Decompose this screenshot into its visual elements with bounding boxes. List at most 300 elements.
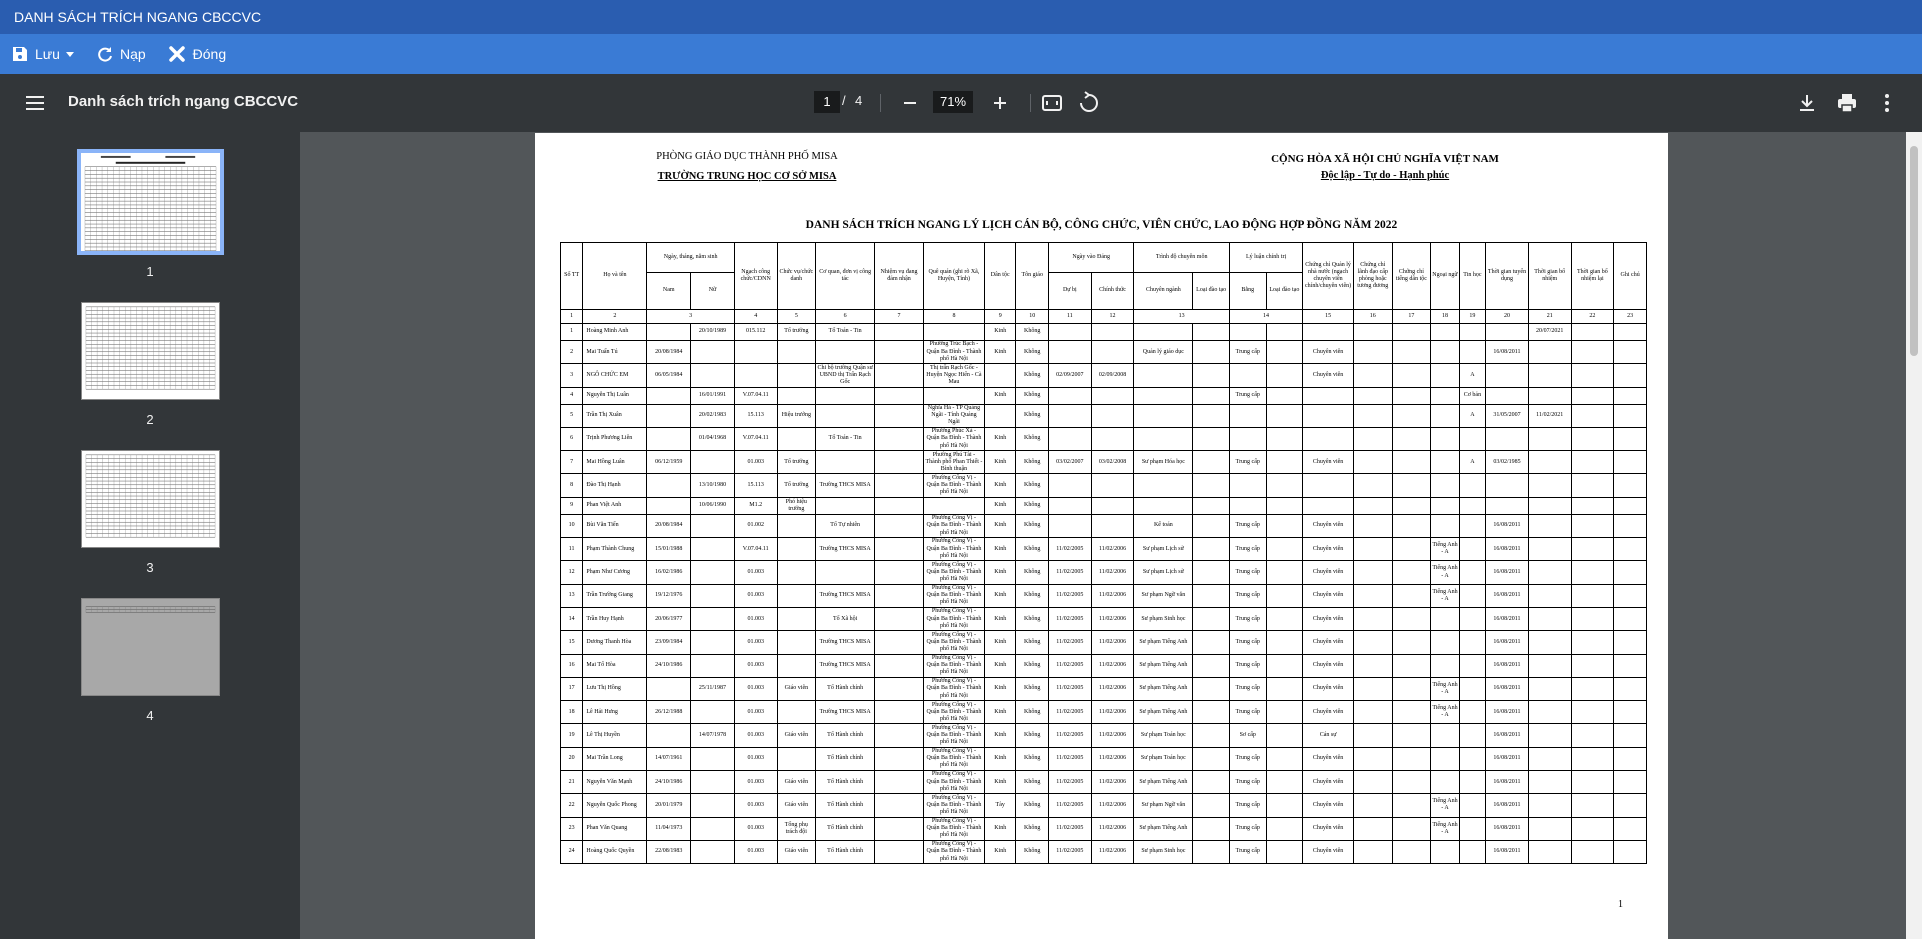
table-cell <box>1459 324 1485 341</box>
table-cell <box>691 747 735 770</box>
table-cell <box>1571 747 1614 770</box>
table-cell: 23 <box>561 817 583 840</box>
thumbnail-page-1[interactable] <box>77 149 224 255</box>
table-cell <box>1353 514 1392 537</box>
fit-page-icon[interactable] <box>1040 91 1064 115</box>
table-cell: 16/02/1986 <box>647 561 691 584</box>
table-cell: Không <box>1016 387 1049 404</box>
table-cell: 11/02/2006 <box>1091 701 1134 724</box>
table-cell <box>875 341 924 364</box>
index-cell: 14 <box>1229 310 1302 324</box>
thumbnail-label: 2 <box>146 412 154 427</box>
table-cell <box>1229 474 1266 497</box>
table-cell <box>1392 514 1431 537</box>
table-cell <box>1614 654 1647 677</box>
table-cell: Nguyễn Thị Luân <box>583 387 647 404</box>
table-cell: 11 <box>561 538 583 561</box>
close-label: Đóng <box>192 46 227 62</box>
download-icon[interactable] <box>1795 91 1819 115</box>
index-cell: 18 <box>1431 310 1459 324</box>
table-cell <box>1353 607 1392 630</box>
table-cell <box>923 387 984 404</box>
print-icon[interactable] <box>1835 91 1859 115</box>
table-cell: Kinh <box>984 538 1016 561</box>
table-cell: Tổ Toán - Tin <box>816 427 875 450</box>
table-cell <box>1266 631 1303 654</box>
table-cell: 01.003 <box>734 654 777 677</box>
table-cell: 03/02/2007 <box>1048 451 1091 474</box>
table-cell <box>1193 341 1230 364</box>
table-cell: Chuyên viên <box>1303 584 1354 607</box>
table-cell: Chuyên viên <box>1303 607 1354 630</box>
table-cell: Chuyên viên <box>1303 794 1354 817</box>
table-cell: Trung cấp <box>1229 794 1266 817</box>
table-cell <box>1459 771 1485 794</box>
table-cell: 9 <box>561 497 583 514</box>
table-cell: 16/08/2011 <box>1486 794 1529 817</box>
table-cell: Kinh <box>984 771 1016 794</box>
table-cell: Cán sự <box>1303 724 1354 747</box>
table-cell <box>1266 497 1303 514</box>
table-cell: 14/07/1978 <box>691 724 735 747</box>
table-cell: 11/02/2005 <box>1048 654 1091 677</box>
table-cell: Phường Cống Vị - Quận Ba Đình - Thành phố Hà Nội <box>923 561 984 584</box>
table-cell <box>1353 427 1392 450</box>
table-cell: Chuyên viên <box>1303 677 1354 700</box>
table-cell: A <box>1459 404 1485 427</box>
table-cell <box>923 497 984 514</box>
index-cell: 15 <box>1303 310 1354 324</box>
table-cell: Sư phạm Lịch sử <box>1134 538 1193 561</box>
index-cell: 20 <box>1486 310 1529 324</box>
table-cell: 015.112 <box>734 324 777 341</box>
table-cell: 11/02/2005 <box>1048 794 1091 817</box>
table-cell <box>1431 341 1459 364</box>
table-row <box>561 427 1647 450</box>
table-cell: Kế toán <box>1134 514 1193 537</box>
rotate-icon[interactable] <box>1077 91 1101 115</box>
table-cell: Không <box>1016 701 1049 724</box>
col-header: Họ và tên <box>583 243 647 310</box>
table-cell <box>1528 364 1571 387</box>
table-cell: Sư phạm Tiếng Anh <box>1134 654 1193 677</box>
table-cell <box>1134 387 1193 404</box>
table-cell <box>875 387 924 404</box>
col-header: Nam <box>647 273 691 310</box>
table-cell: Sư phạm Sinh học <box>1134 840 1193 863</box>
menu-icon[interactable] <box>23 91 47 115</box>
zoom-in-icon[interactable] <box>988 91 1012 115</box>
table-cell: 11/02/2006 <box>1091 724 1134 747</box>
table-cell: Giáo viên <box>777 840 816 863</box>
table-cell: 14 <box>561 607 583 630</box>
table-cell: Trung cấp <box>1229 677 1266 700</box>
table-cell <box>1459 607 1485 630</box>
table-cell <box>1266 427 1303 450</box>
table-cell <box>1353 677 1392 700</box>
table-cell: Phường Cống Vị - Quận Ba Đình - Thành phố Hà Nội <box>923 584 984 607</box>
table-cell <box>1392 427 1431 450</box>
table-cell <box>1486 497 1529 514</box>
table-cell <box>1266 724 1303 747</box>
col-header: Dân tộc <box>984 243 1016 310</box>
table-cell: Phường Phúc Xá - Quận Ba Đình - Thành phố Hà Nội <box>923 427 984 450</box>
table-cell <box>691 341 735 364</box>
table-cell <box>1266 451 1303 474</box>
table-cell <box>1048 387 1091 404</box>
table-cell <box>1571 451 1614 474</box>
table-cell: Lê Thị Huyền <box>583 724 647 747</box>
table-cell <box>1571 538 1614 561</box>
index-cell: 12 <box>1091 310 1134 324</box>
table-cell: 12 <box>561 561 583 584</box>
table-cell <box>1431 840 1459 863</box>
window-title: DANH SÁCH TRÍCH NGANG CBCCVC <box>0 0 1922 34</box>
table-cell <box>875 451 924 474</box>
table-cell <box>1571 724 1614 747</box>
table-cell: 01.003 <box>734 701 777 724</box>
table-cell: Không <box>1016 427 1049 450</box>
table-cell <box>1459 427 1485 450</box>
table-row <box>561 654 1647 677</box>
table-cell: Không <box>1016 341 1049 364</box>
page-number-input[interactable]: 1 <box>814 91 840 113</box>
table-cell: Trung cấp <box>1229 538 1266 561</box>
table-cell: Không <box>1016 840 1049 863</box>
table-cell: Tiếng Anh - A <box>1431 677 1459 700</box>
table-cell <box>1528 474 1571 497</box>
table-cell: 11/02/2006 <box>1091 747 1134 770</box>
table-cell <box>1392 364 1431 387</box>
table-cell <box>1353 654 1392 677</box>
document-viewer[interactable] <box>300 132 1906 939</box>
table-cell <box>1193 497 1230 514</box>
table-cell <box>691 561 735 584</box>
floppy-disk-icon <box>12 46 28 62</box>
col-header: Chứng chỉ tiếng dân tộc <box>1392 243 1431 310</box>
table-cell <box>1459 584 1485 607</box>
table-row <box>561 724 1647 747</box>
table-cell <box>1431 607 1459 630</box>
table-cell <box>1614 341 1647 364</box>
table-cell <box>1353 451 1392 474</box>
table-cell: Kinh <box>984 724 1016 747</box>
table-cell <box>647 324 691 341</box>
pdf-toolbar <box>0 74 1922 132</box>
col-header: Tôn giáo <box>1016 243 1049 310</box>
table-cell: Kinh <box>984 701 1016 724</box>
vertical-scrollbar[interactable] <box>1906 132 1922 939</box>
thumbnail-page-2[interactable] <box>81 302 220 400</box>
table-cell: 19/12/1976 <box>647 584 691 607</box>
table-cell <box>691 817 735 840</box>
table-cell <box>1193 561 1230 584</box>
table-cell <box>1571 794 1614 817</box>
table-cell <box>816 404 875 427</box>
table-cell <box>1266 561 1303 584</box>
more-options-icon[interactable] <box>1875 91 1899 115</box>
table-cell: 19 <box>561 724 583 747</box>
table-cell: Không <box>1016 324 1049 341</box>
thumbnail-page-4[interactable] <box>81 598 220 696</box>
table-cell: Không <box>1016 677 1049 700</box>
table-cell: 11/02/2006 <box>1091 631 1134 654</box>
table-cell: Trung cấp <box>1229 654 1266 677</box>
table-cell <box>1614 817 1647 840</box>
table-cell <box>1193 324 1230 341</box>
col-header: Chính thức <box>1091 273 1134 310</box>
table-cell: 11/02/2006 <box>1091 794 1134 817</box>
table-cell: Phó hiệu trưởng <box>777 497 816 514</box>
table-cell <box>1431 771 1459 794</box>
table-cell: Chuyên viên <box>1303 654 1354 677</box>
table-cell: Tổ Hành chính <box>816 677 875 700</box>
table-cell <box>1266 584 1303 607</box>
table-cell <box>1528 387 1571 404</box>
table-cell <box>1353 701 1392 724</box>
table-cell: Tổ trưởng <box>777 451 816 474</box>
table-cell <box>1048 341 1091 364</box>
table-cell <box>875 474 924 497</box>
table-cell <box>1459 701 1485 724</box>
table-cell <box>777 341 816 364</box>
table-cell: Quản lý giáo dục <box>1134 341 1193 364</box>
save-button[interactable] <box>12 46 75 62</box>
table-row <box>561 840 1647 863</box>
table-row <box>561 474 1647 497</box>
table-cell: Phường Cống Vị - Quận Ba Đình - Thành phố Hà Nội <box>923 794 984 817</box>
col-header: Thời gian bổ nhiệm lại <box>1571 243 1614 310</box>
table-cell <box>1459 341 1485 364</box>
table-cell: Kinh <box>984 654 1016 677</box>
index-cell: 22 <box>1571 310 1614 324</box>
table-cell: 01.002 <box>734 514 777 537</box>
table-cell <box>1392 701 1431 724</box>
table-cell <box>1528 561 1571 584</box>
table-cell: Trịnh Phương Liên <box>583 427 647 450</box>
table-cell <box>777 584 816 607</box>
table-cell <box>1193 607 1230 630</box>
table-cell: Không <box>1016 654 1049 677</box>
table-cell <box>1193 701 1230 724</box>
col-header: Số TT <box>561 243 583 310</box>
table-cell <box>1048 324 1091 341</box>
table-cell <box>875 747 924 770</box>
table-cell <box>875 324 924 341</box>
scrollbar-thumb[interactable] <box>1910 146 1918 356</box>
table-cell <box>1266 341 1303 364</box>
table-cell <box>1392 771 1431 794</box>
table-cell: 13/10/1980 <box>691 474 735 497</box>
table-cell: 03/02/2008 <box>1091 451 1134 474</box>
table-cell: Chuyên viên <box>1303 538 1354 561</box>
table-cell: 15 <box>561 631 583 654</box>
table-cell: Kinh <box>984 677 1016 700</box>
col-header: Ngoại ngữ <box>1431 243 1459 310</box>
index-cell: 23 <box>1614 310 1647 324</box>
table-cell: Tiếng Anh - A <box>1431 817 1459 840</box>
table-cell: Không <box>1016 817 1049 840</box>
col-header: Ngày vào Đảng <box>1048 243 1133 273</box>
table-cell: Trường THCS MISA <box>816 474 875 497</box>
table-cell: 01.003 <box>734 840 777 863</box>
table-cell: Trung cấp <box>1229 514 1266 537</box>
table-cell <box>1266 840 1303 863</box>
table-cell: 20/07/2021 <box>1528 324 1571 341</box>
table-cell: 16/08/2011 <box>1486 840 1529 863</box>
table-cell <box>816 451 875 474</box>
table-cell <box>691 538 735 561</box>
table-cell <box>1431 404 1459 427</box>
table-cell: Trung cấp <box>1229 561 1266 584</box>
reload-button[interactable] <box>97 46 146 62</box>
table-cell: Trung cấp <box>1229 451 1266 474</box>
table-cell: Không <box>1016 607 1049 630</box>
zoom-out-icon[interactable] <box>898 91 922 115</box>
table-row <box>561 387 1647 404</box>
table-cell <box>1392 474 1431 497</box>
table-cell <box>875 427 924 450</box>
table-row <box>561 497 1647 514</box>
table-cell <box>1353 794 1392 817</box>
table-cell <box>1431 747 1459 770</box>
table-cell <box>1486 364 1529 387</box>
table-cell: 10/06/1990 <box>691 497 735 514</box>
table-cell <box>1571 514 1614 537</box>
table-cell: 11/02/2021 <box>1528 404 1571 427</box>
table-cell <box>1048 427 1091 450</box>
table-cell: Không <box>1016 474 1049 497</box>
table-cell: 11/02/2005 <box>1048 677 1091 700</box>
table-cell <box>1614 364 1647 387</box>
table-cell: 8 <box>561 474 583 497</box>
table-cell <box>1392 451 1431 474</box>
table-cell <box>984 364 1016 387</box>
table-cell: Phường Cống Vị - Quận Ba Đình - Thành phố Hà Nội <box>923 474 984 497</box>
table-cell <box>1303 497 1354 514</box>
table-cell <box>1091 497 1134 514</box>
thumbnail-page-3[interactable] <box>81 450 220 548</box>
table-cell: Phường Cống Vị - Quận Ba Đình - Thành phố Hà Nội <box>923 631 984 654</box>
col-header: Ngạch công chức/CDNN <box>734 243 777 310</box>
table-cell <box>875 840 924 863</box>
table-cell <box>1392 631 1431 654</box>
table-cell <box>1193 654 1230 677</box>
table-cell: 02/09/2008 <box>1091 364 1134 387</box>
table-cell <box>1193 817 1230 840</box>
table-cell <box>691 451 735 474</box>
table-row <box>561 747 1647 770</box>
table-cell: 4 <box>561 387 583 404</box>
table-cell: Nguyễn Quốc Phong <box>583 794 647 817</box>
table-cell: 11/02/2005 <box>1048 817 1091 840</box>
table-cell: NGÔ CHỨC EM <box>583 364 647 387</box>
table-cell <box>1486 427 1529 450</box>
index-cell: 11 <box>1048 310 1091 324</box>
table-cell <box>1134 497 1193 514</box>
toolbar <box>0 34 1922 74</box>
table-cell <box>1353 538 1392 561</box>
table-cell: Phường Cống Vị - Quận Ba Đình - Thành phố Hà Nội <box>923 607 984 630</box>
table-cell <box>1614 584 1647 607</box>
zoom-input[interactable]: 71% <box>933 91 973 113</box>
table-cell <box>1614 404 1647 427</box>
col-header: Cơ quan, đơn vị công tác <box>816 243 875 310</box>
table-cell <box>1091 427 1134 450</box>
table-cell <box>1431 427 1459 450</box>
table-cell <box>1528 514 1571 537</box>
table-cell <box>816 341 875 364</box>
table-cell <box>1459 840 1485 863</box>
table-cell: 11/02/2005 <box>1048 701 1091 724</box>
table-cell: Kinh <box>984 584 1016 607</box>
table-cell: Phạm Thành Chung <box>583 538 647 561</box>
table-cell: Phường Phú Tài - Thành phố Phan Thiết - Bình thuận <box>923 451 984 474</box>
table-cell <box>1614 474 1647 497</box>
table-cell <box>1392 324 1431 341</box>
table-cell <box>777 538 816 561</box>
table-cell: Mai Hồng Luân <box>583 451 647 474</box>
table-cell: Sư phạm Tiếng Anh <box>1134 817 1193 840</box>
table-cell <box>1048 497 1091 514</box>
table-cell: Phường Cống Vị - Quận Ba Đình - Thành phố Hà Nội <box>923 677 984 700</box>
table-cell: 16/08/2011 <box>1486 771 1529 794</box>
table-cell <box>1571 341 1614 364</box>
national-title: CỘNG HÒA XÃ HỘI CHỦ NGHĨA VIỆT NAM <box>1271 153 1499 165</box>
table-cell: Tổ trưởng <box>777 324 816 341</box>
divider <box>880 94 881 112</box>
table-cell <box>816 561 875 584</box>
table-cell <box>875 514 924 537</box>
col-header: Quê quán (ghi rõ Xã, Huyện, Tỉnh) <box>923 243 984 310</box>
table-cell <box>1353 324 1392 341</box>
table-cell: 14/07/1961 <box>647 747 691 770</box>
thumbnail-label: 1 <box>146 264 154 279</box>
table-cell: 16/01/1991 <box>691 387 735 404</box>
table-cell: 16/08/2011 <box>1486 631 1529 654</box>
table-cell <box>1048 474 1091 497</box>
index-cell: 9 <box>984 310 1016 324</box>
table-cell <box>1614 497 1647 514</box>
col-header: Chuyên ngành <box>1134 273 1193 310</box>
table-cell: Chuyên viên <box>1303 364 1354 387</box>
table-cell <box>691 840 735 863</box>
table-cell <box>1266 747 1303 770</box>
table-cell <box>1193 387 1230 404</box>
table-cell: 16/08/2011 <box>1486 701 1529 724</box>
table-cell: Kinh <box>984 514 1016 537</box>
table-cell <box>1353 497 1392 514</box>
table-cell: 11/02/2005 <box>1048 538 1091 561</box>
table-row <box>561 364 1647 387</box>
table-cell: 26/12/1988 <box>647 701 691 724</box>
page-total: 4 <box>855 93 863 108</box>
thumbnail-preview <box>82 599 219 695</box>
table-cell: Hoàng Quốc Quyền <box>583 840 647 863</box>
table-cell <box>1528 724 1571 747</box>
table-cell: 15.113 <box>734 474 777 497</box>
table-cell: 11/04/1973 <box>647 817 691 840</box>
table-cell: Trung cấp <box>1229 771 1266 794</box>
table-cell <box>1571 474 1614 497</box>
document-title: DANH SÁCH TRÍCH NGANG LÝ LỊCH CÁN BỘ, CÔNG CHỨC, VIÊN CHỨC, LAO ĐỘNG HỢP ĐỒNG NĂM 2022 <box>805 219 1398 231</box>
table-cell <box>1303 404 1354 427</box>
table-row <box>561 561 1647 584</box>
table-cell: Hoàng Minh Anh <box>583 324 647 341</box>
close-button[interactable] <box>168 45 226 63</box>
table-cell: Sư phạm Tiếng Anh <box>1134 771 1193 794</box>
table-cell: Không <box>1016 538 1049 561</box>
